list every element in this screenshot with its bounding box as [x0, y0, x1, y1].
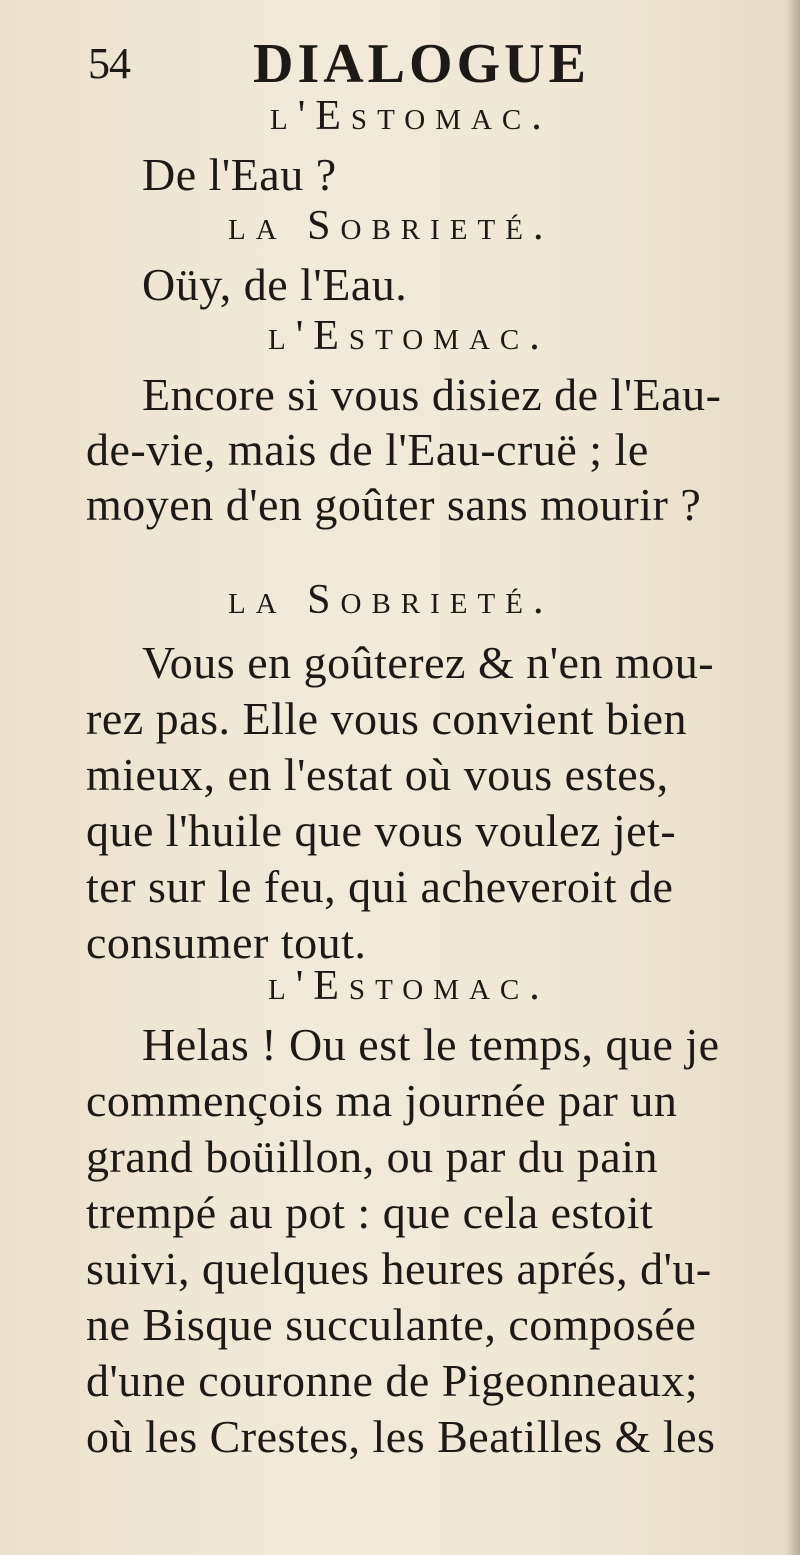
text-line: que l'huile que vous voulez jet- [86, 805, 677, 856]
text-line: ne Bisque succulante, composée [86, 1299, 697, 1350]
text-line: Encore si vous disiez de l'Eau- [142, 369, 722, 420]
text-line: Oüy, de l'Eau. [142, 259, 408, 310]
speaker-estomac: l'Estomac. [268, 963, 550, 1009]
text-line: moyen d'en goûter sans mourir ? [86, 479, 702, 530]
speaker-sobriete: la Sobrieté. [228, 577, 554, 623]
text-line: rez pas. Elle vous convient bien [86, 693, 688, 744]
page-number: 54 [88, 39, 130, 88]
text-line: où les Crestes, les Beatilles & les [86, 1411, 716, 1462]
text-line: Helas ! Ou est le temps, que je [142, 1019, 720, 1070]
text-line: grand boüillon, ou par du pain [86, 1131, 659, 1182]
text-line: d'une couronne de Pigeonneaux; [86, 1355, 699, 1406]
page-header [88, 30, 728, 100]
text-line: ter sur le feu, qui acheveroit de [86, 861, 674, 912]
speaker-sobriete: la Sobrieté. [228, 203, 554, 249]
speaker-estomac: l'Estomac. [268, 313, 550, 359]
running-head: DIALOGUE [253, 33, 590, 95]
text-line: Vous en goûterez & n'en mou- [142, 637, 715, 688]
speaker-estomac: l'Estomac. [270, 93, 552, 139]
text-line: de-vie, mais de l'Eau-cruë ; le [86, 424, 649, 475]
text-line: suivi, quelques heures aprés, d'u- [86, 1243, 712, 1294]
text-line: consumer tout. [86, 917, 367, 968]
text-line: trempé au pot : que cela estoit [86, 1187, 654, 1238]
text-line: mieux, en l'estat où vous estes, [86, 749, 669, 800]
text-line: commençois ma journée par un [86, 1075, 678, 1126]
text-line: De l'Eau ? [142, 149, 337, 200]
page-edge-shadow [786, 0, 800, 1555]
